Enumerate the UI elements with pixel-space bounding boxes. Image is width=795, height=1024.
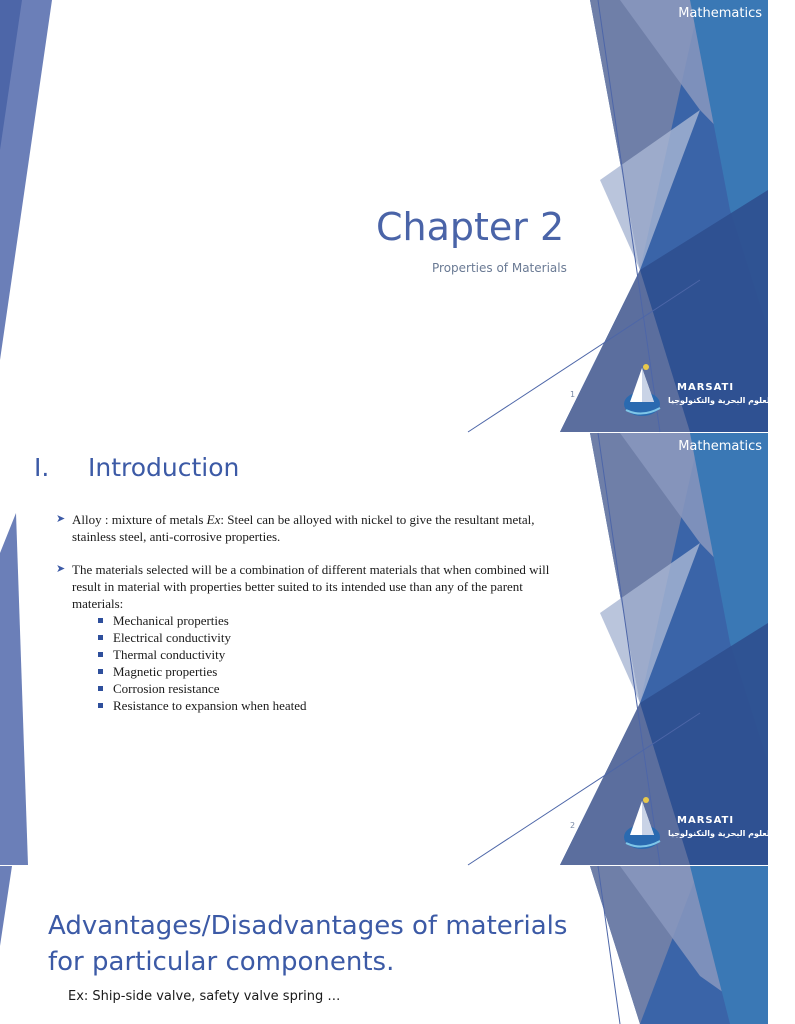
- bullet-suffix: : Steel can be alloyed with nickel to give the resultant metal, stainless steel, anti-corrosive properties.: [72, 512, 535, 544]
- sub-bullet-item: [98, 646, 576, 663]
- square-bullet-icon: [98, 703, 103, 708]
- slide-title: Advantages/Disadvantages of materials for particular components.: [48, 911, 568, 977]
- arrow-bullet-icon: ➤: [56, 563, 66, 575]
- logo-name: MARSATI: [677, 815, 735, 826]
- slide-2: [0, 433, 795, 865]
- logo-subtitle: معهد العلوم البحرية والتكنولوجيا: [668, 396, 795, 405]
- section-title: [34, 453, 239, 482]
- header-label: Mathematics: [678, 439, 762, 454]
- chapter-subtitle: Properties of Materials: [432, 261, 567, 275]
- bullet-emphasis: Ex: [206, 512, 221, 527]
- sub-bullet-text: Corrosion resistance: [113, 681, 220, 696]
- header-label: Mathematics: [678, 6, 762, 21]
- bullet-item: [56, 511, 576, 545]
- marsati-logo: [620, 795, 795, 855]
- arrow-bullet-icon: ➤: [56, 513, 66, 525]
- sailboat-logo-icon: [620, 795, 670, 855]
- bullet-prefix: Alloy : mixture of metals: [72, 512, 207, 527]
- sub-bullet-text: Mechanical properties: [113, 613, 229, 628]
- section-title-text: Introduction: [88, 453, 240, 482]
- logo-name: MARSATI: [677, 382, 735, 393]
- marsati-logo: [620, 362, 795, 422]
- sub-bullet-item: [98, 612, 576, 629]
- slide-1: [0, 0, 795, 432]
- bullet-text: The materials selected will be a combination of different materials that when combined will result in material with properties better suited to its intended use than any of the parent materials:: [72, 562, 550, 611]
- slide-3: [0, 866, 768, 1024]
- slide-number: 1: [570, 390, 576, 399]
- sailboat-logo-icon: [620, 362, 670, 422]
- sub-bullet-text: Electrical conductivity: [113, 630, 232, 645]
- sub-bullet-list: [56, 612, 576, 714]
- square-bullet-icon: [98, 635, 103, 640]
- sub-bullet-text: Thermal conductivity: [113, 647, 226, 662]
- bullet-item: [56, 561, 576, 612]
- slide-body: [56, 511, 576, 714]
- sub-bullet-text: Magnetic properties: [113, 664, 218, 679]
- logo-subtitle: معهد العلوم البحرية والتكنولوجيا: [668, 829, 795, 838]
- chapter-title: Chapter 2: [376, 205, 565, 249]
- sub-bullet-item: [98, 680, 576, 697]
- sub-bullet-item: [98, 663, 576, 680]
- square-bullet-icon: [98, 618, 103, 623]
- square-bullet-icon: [98, 652, 103, 657]
- section-number: I.: [34, 453, 50, 482]
- slide-number: 2: [570, 821, 576, 830]
- square-bullet-icon: [98, 669, 103, 674]
- sub-bullet-text: Resistance to expansion when heated: [113, 698, 307, 713]
- sub-bullet-item: [98, 629, 576, 646]
- example-text: Ex: Ship-side valve, safety valve spring …: [68, 989, 341, 1004]
- sub-bullet-item: [98, 697, 576, 714]
- square-bullet-icon: [98, 686, 103, 691]
